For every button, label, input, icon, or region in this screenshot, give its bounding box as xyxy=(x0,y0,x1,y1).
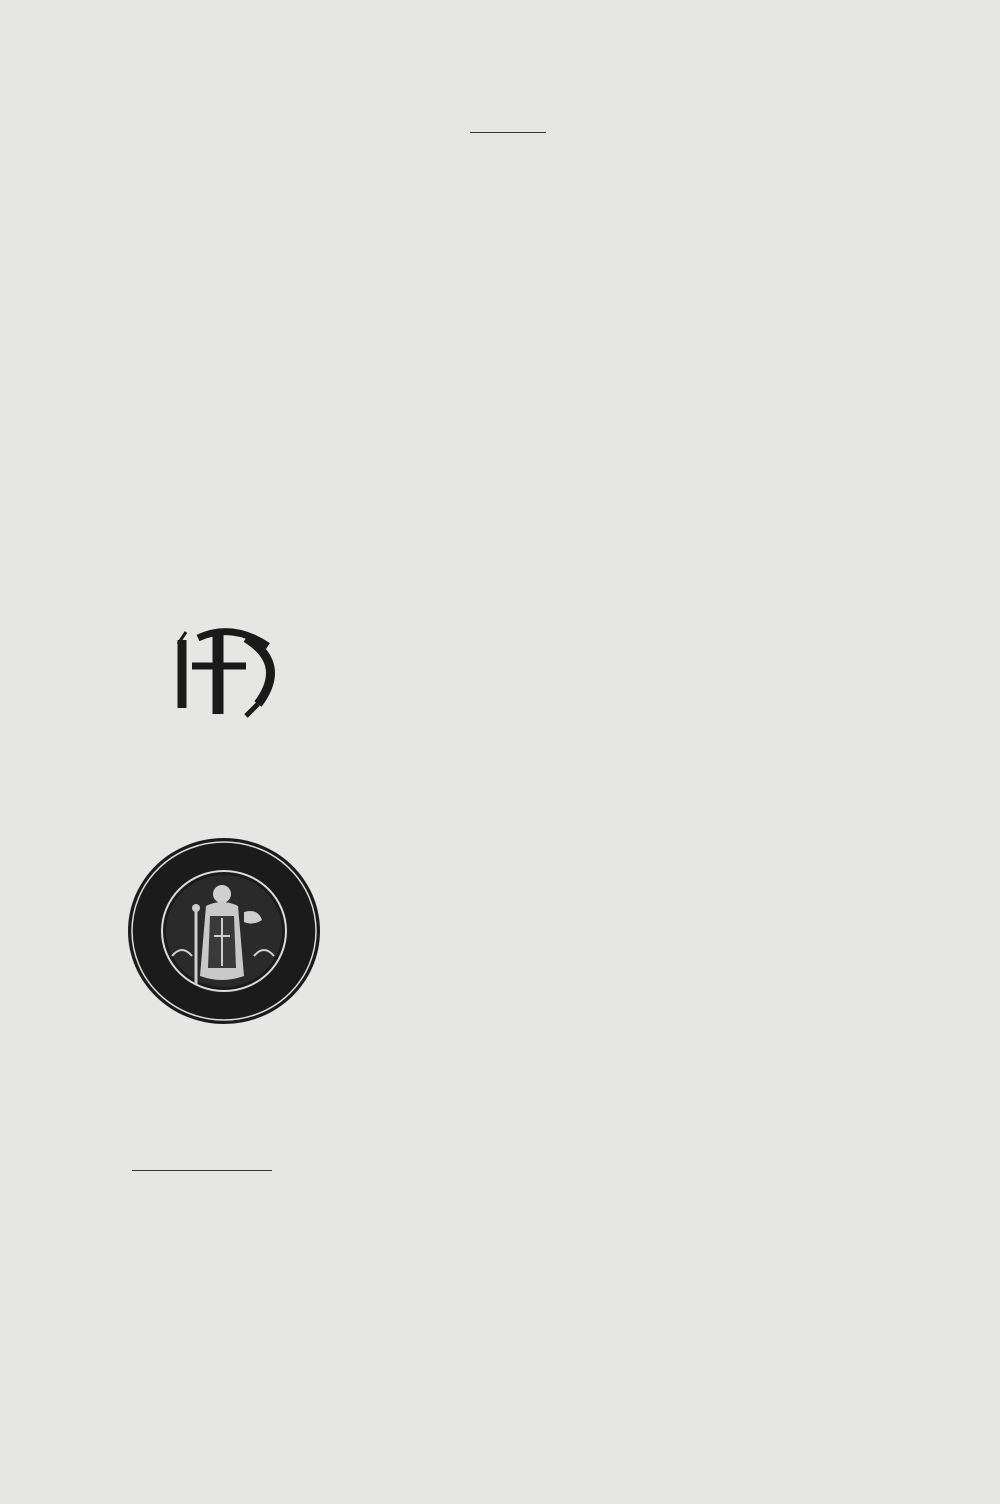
footnote-rule xyxy=(132,1170,272,1171)
page-number-rule xyxy=(470,132,546,133)
seal-image xyxy=(126,836,322,1026)
decorative-initial-letter xyxy=(176,624,288,720)
